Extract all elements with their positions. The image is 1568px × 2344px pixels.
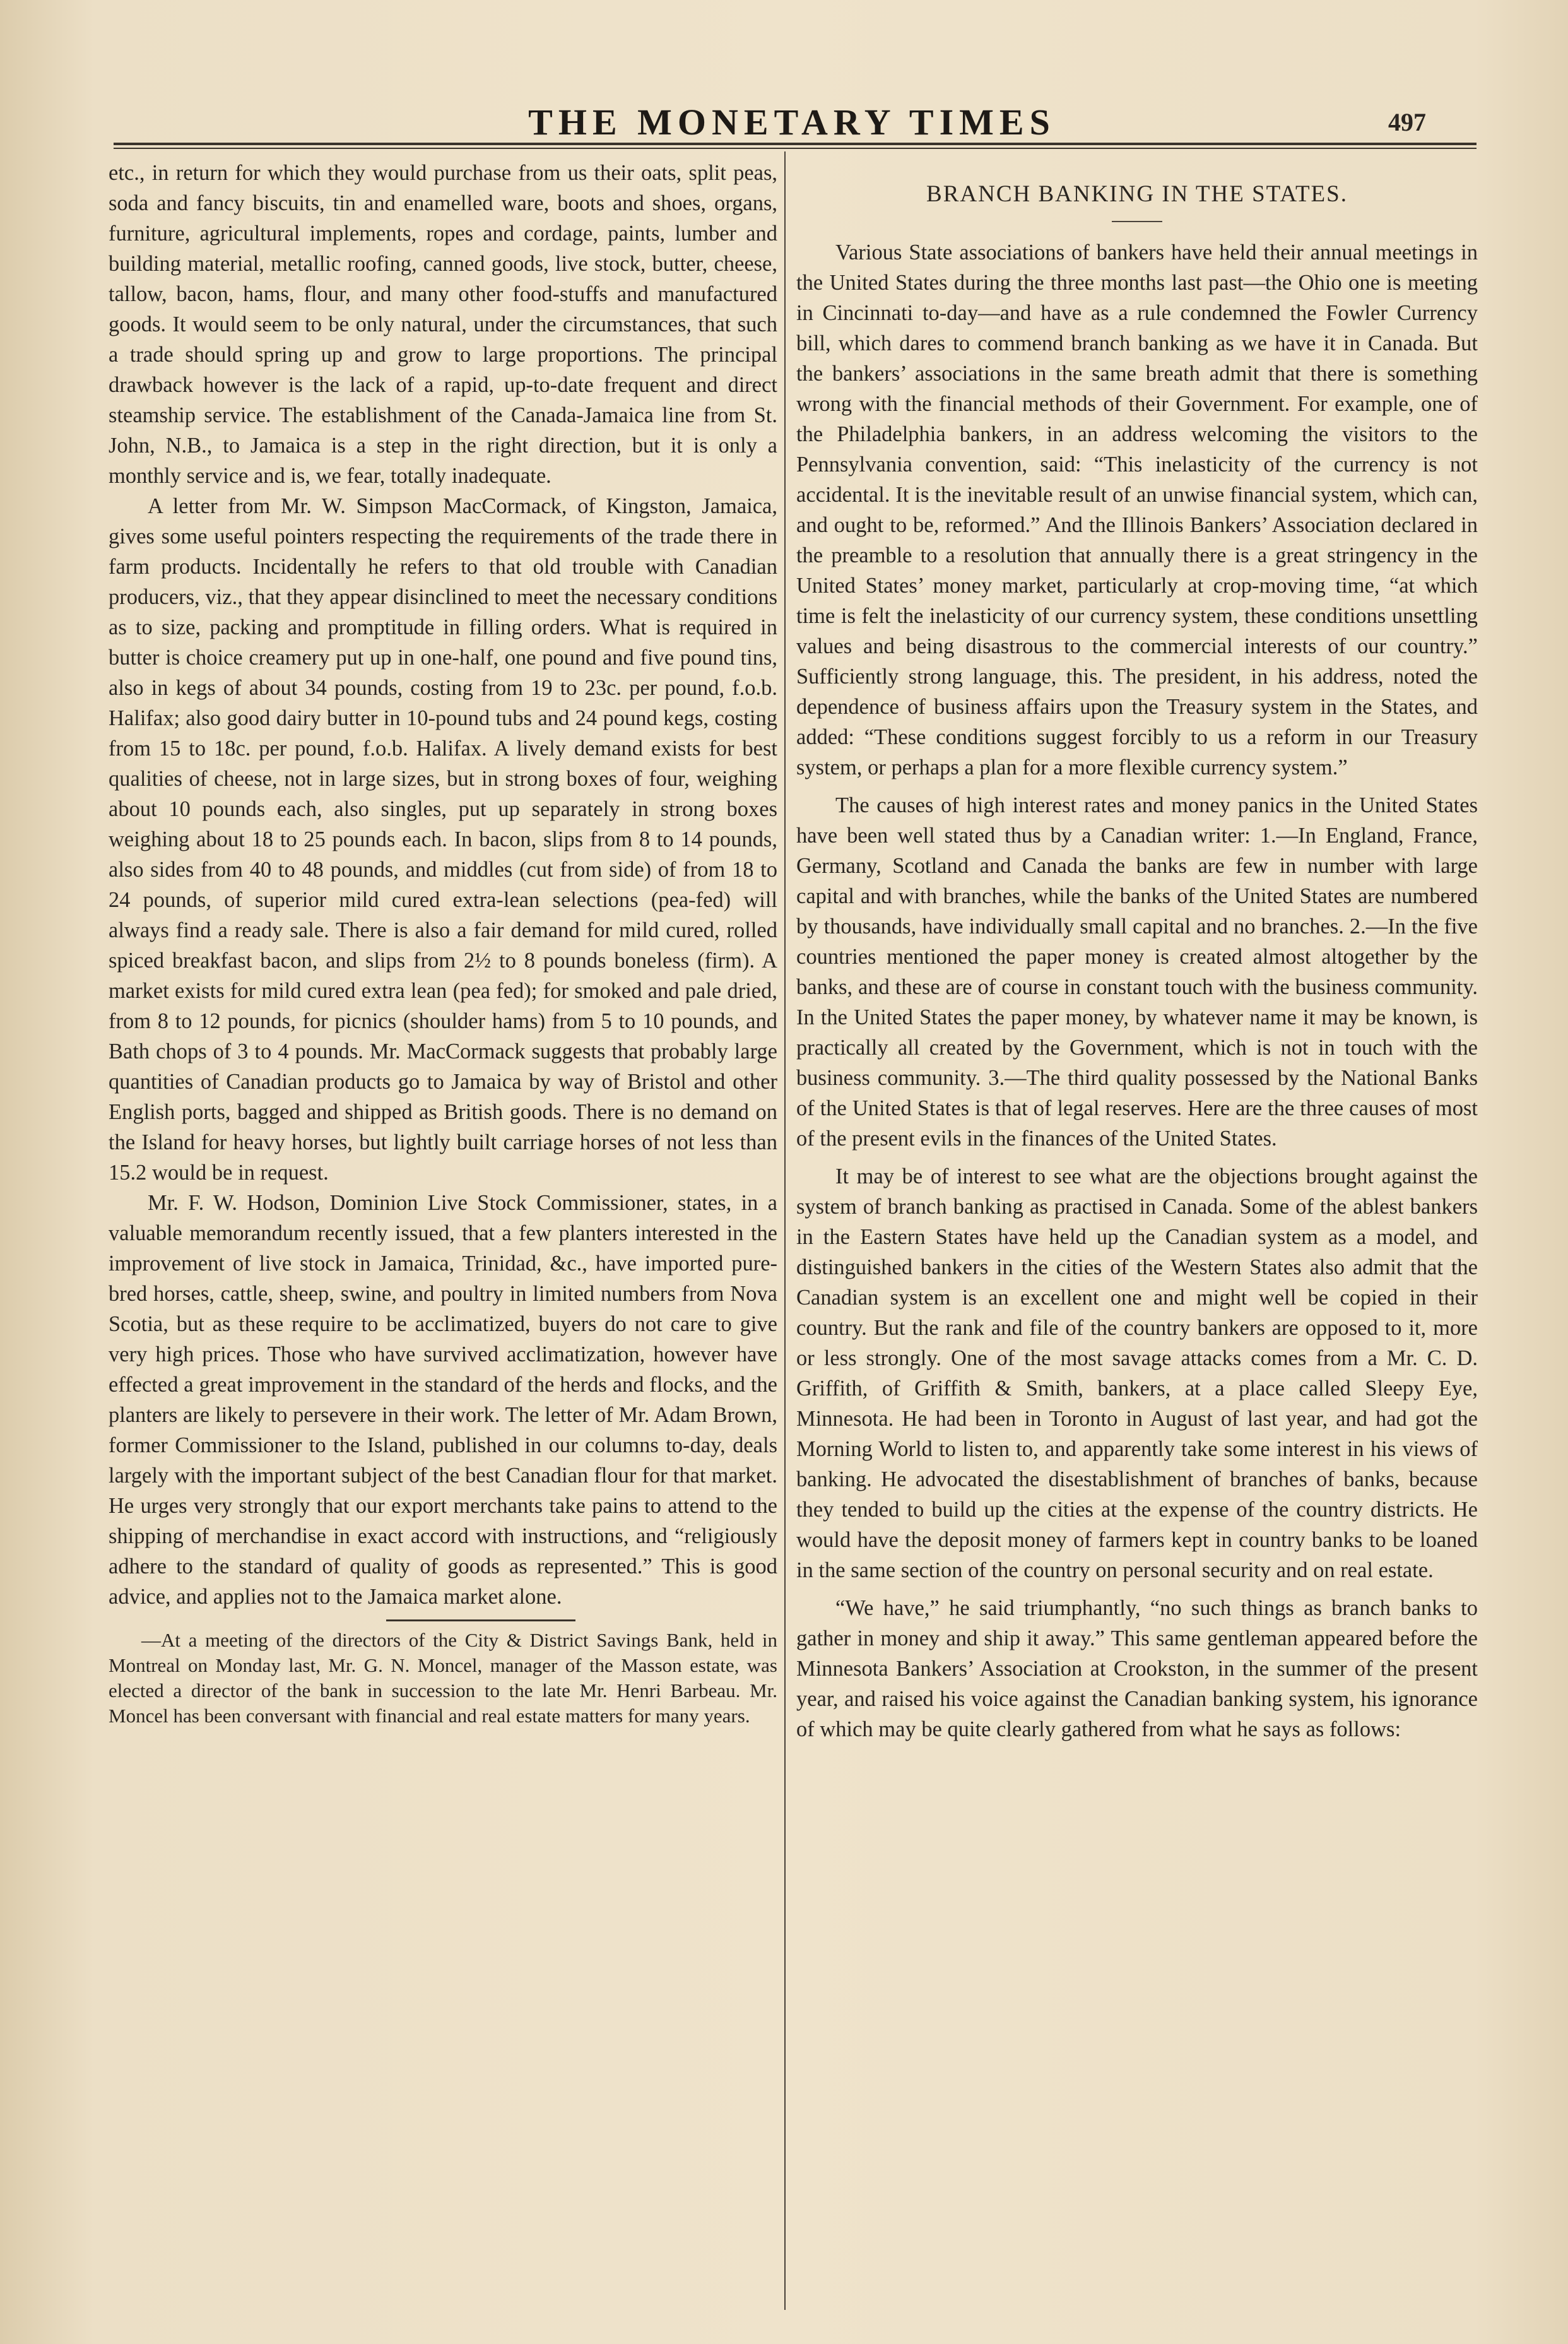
masthead	[0, 101, 1568, 143]
heading-rule	[1112, 221, 1162, 222]
section-divider	[386, 1619, 575, 1621]
paragraph-trade-continued: etc., in return for which they would purchase from us their oats, split peas, soda and fancy biscuits, tin and enamelled ware, boots and shoes, organs, furniture, agricultural implements, ropes and cordage, paints, lumber and building material, metallic roofing, canned goods, live stock, butter, cheese, tallow, bacon, hams, flour, and many other food-stuffs and manufactured goods. It would seem to be only natural, under the circumstances, that such a trade should spring up and grow to large proportions. The principal drawback however is the lack of a rapid, up-to-date frequent and direct steamship service. The establishment of the Canada-Jamaica line from St. John, N.B., to Jamaica is a step in the right direction, but it is only a monthly service and is, we fear, totally inadequate.	[109, 161, 777, 488]
paragraph-causes-interest-rates: The causes of high interest rates and money panics in the United States have been well stated thus by a Canadian writer: 1.—In England, France, Germany, Scotland and Canada the banks are few in number with large capital and with branches, while the banks of the United States are numbered by thousands, have individually small capital and no branches. 2.—In the five countries mentioned the paper money is created almost altogether by the banks, and these are of course in constant touch with the business community. In the United States the paper money, by whatever name it may be known, is practically all created by the Government, which is not in touch with the business community. 3.—The third quality possessed by the National Banks of the United States is that of legal reserves. Here are the three causes of most of the present evils in the finances of the United States.	[796, 793, 1478, 1151]
left-column	[109, 158, 777, 1729]
paragraph-hodson-memorandum: Mr. F. W. Hodson, Dominion Live Stock Commissioner, states, in a valuable memorandum recently issued, that a few planters interested in the improvement of live stock in Jamaica, Trinidad, &c., have imported pure-bred horses, cattle, sheep, swine, and poultry in limited numbers from Nova Scotia, but as these require to be acclimatized, buyers do not care to give very high prices. Those who have survived acclimatization, however have effected a great improvement in the standard of the herds and flocks, and the planters are likely to persevere in their work. The letter of Mr. Adam Brown, former Commissioner to the Island, published in our columns to-day, deals largely with the important subject of the best Canadian flour for that market. He urges very strongly that our export merchants take pains to attend to the shipping of merchandise in exact accord with instructions, and “religiously adhere to the standard of quality of goods as represented.” This is good advice, and applies not to the Jamaica market alone.	[109, 1191, 777, 1609]
paragraph-griffith-quote: “We have,” he said triumphantly, “no such things as branch banks to gather in money and ship it away.” This same gentleman appeared before the Minnesota Bankers’ Association at Crookston, in the summer of the present year, and raised his voice against the Canadian banking system, his ignorance of which may be quite clearly gathered from what he says as follows:	[796, 1596, 1478, 1741]
paragraph-objections-branch-banking: It may be of interest to see what are the objections brought against the system of branch banking as practised in Canada. Some of the ablest bankers in the Eastern States have held up the Canadian system as a model, and distinguished bankers in the cities of the Western States also admit that the Canadian system is an excellent one and might well be copied in their country. But the rank and file of the country bankers are opposed to it, more or less strongly. One of the most savage attacks comes from a Mr. C. D. Griffith, of Griffith & Smith, bankers, at a place called Sleepy Eye, Minnesota. He had been in Toronto in August of last year, and had got the Morning World to listen to, and apparently take some interest in his views of banking. He advocated the disestablishment of branches of banks, because they tended to build up the cities at the expense of the country districts. He would have the deposit money of farmers kept in country banks to be loaned in the same section of the country on personal security and on real estate.	[796, 1164, 1478, 1582]
header-rule	[114, 143, 1477, 149]
column-divider	[784, 151, 786, 2310]
publication-title: THE MONETARY TIMES	[528, 102, 1056, 143]
news-note-savings-bank: —At a meeting of the directors of the City & District Savings Bank, held in Montreal on Monday last, Mr. G. N. Moncel, manager of the Masson estate, was elected a director of the bank in succession to the late Mr. Henri Barbeau. Mr. Moncel has been conversant with financial and real estate matters for many years.	[109, 1629, 777, 1727]
article-heading: BRANCH BANKING IN THE STATES.	[926, 181, 1348, 207]
paragraph-maccormack-letter: A letter from Mr. W. Simpson MacCormack, of Kingston, Jamaica, gives some useful pointers respecting the requirements of the trade there in farm products. Incidentally he refers to that old trouble with Canadian producers, viz., that they appear disinclined to meet the necessary conditions as to size, packing and promptitude in filling orders. What is required in butter is choice creamery put up in one-half, one pound and five pound tins, also in kegs of about 34 pounds, costing from 19 to 23c. per pound, f.o.b. Halifax; also good dairy butter in 10-pound tubs and 24 pound kegs, costing from 15 to 18c. per pound, f.o.b. Halifax. A lively demand exists for best qualities of cheese, not in large sizes, but in strong boxes of four, weighing about 10 pounds each, also singles, put up separately in strong boxes weighing about 18 to 25 pounds each. In bacon, slips from 8 to 14 pounds, also sides from 40 to 48 pounds, and middles (cut from side) of from 18 to 24 pounds, of superior mild cured extra-lean selections (pea-fed) will always find a ready sale. There is also a fair demand for mild cured, rolled spiced breakfast bacon, and slips from 2½ to 8 pounds boneless (firm). A market exists for mild cured extra lean (pea fed); for smoked and pale dried, from 8 to 12 pounds, for picnics (shoulder hams) from 5 to 10 pounds, and Bath chops of 3 to 4 pounds. Mr. MacCormack suggests that probably large quantities of Canadian products go to Jamaica by way of Bristol and other English ports, bagged and shipped as British goods. There is no demand on the Island for heavy horses, but lightly built carriage horses of not less than 15.2 would be in request.	[109, 494, 777, 1185]
right-column	[796, 158, 1478, 1744]
paragraph-bankers-associations: Various State associations of bankers have held their annual meetings in the United States during the three months last past—the Ohio one is meeting in Cincinnati to-day—and have as a rule condemned the Fowler Currency bill, which dares to commend branch banking as we have it in Canada. But the bankers’ associations in the same breath admit that there is something wrong with the financial methods of their Government. For example, one of the Philadelphia bankers, in an address welcoming the visitors to the Pennsylvania convention, said: “This inelasticity of the currency is not accidental. It is the inevitable result of an unwise financial system, which can, and ought to be, reformed.” And the Illinois Bankers’ Association declared in the preamble to a resolution that annually there is a great stringency in the United States’ money market, particularly at crop-moving time, “at which time is felt the inelasticity of our currency system, these conditions unsettling values and being disastrous to the commercial interests of our country.” Sufficiently strong language, this. The president, in his address, noted the dependence of business affairs upon the Treasury system in the States, and added: “These conditions suggest forcibly to us a reform in our Treasury system, or perhaps a plan for a more flexible currency system.”	[796, 240, 1478, 779]
page-number: 497	[1388, 108, 1426, 136]
